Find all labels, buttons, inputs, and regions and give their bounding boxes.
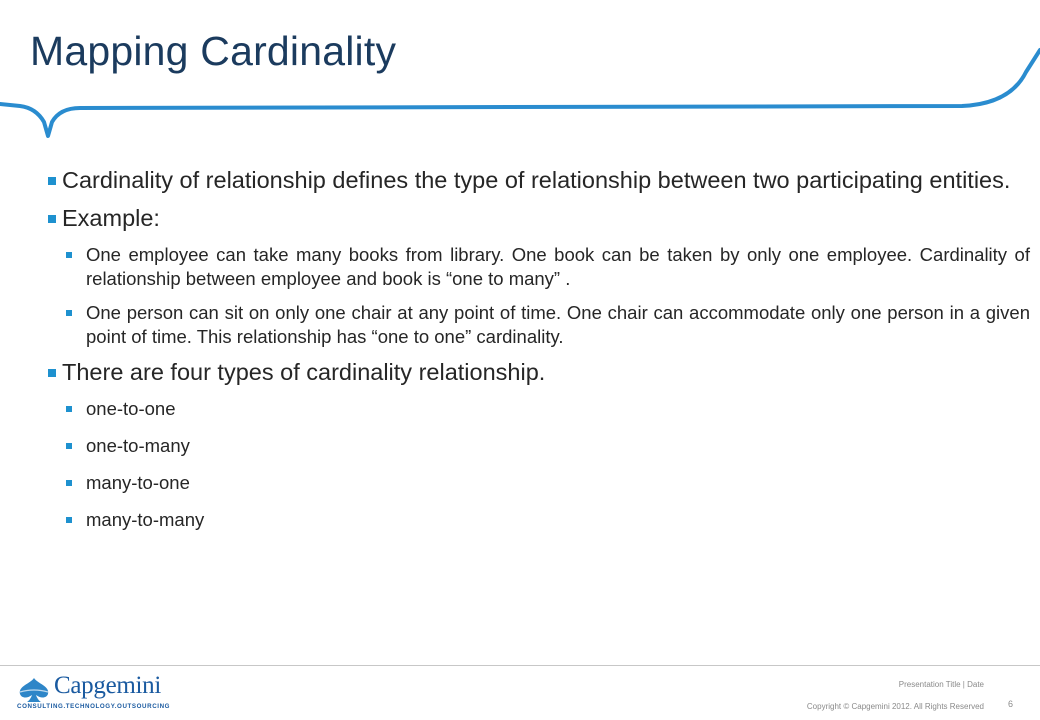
square-bullet-icon [48, 177, 56, 185]
bullet-text: Example: [62, 205, 160, 231]
footer-divider [0, 665, 1040, 666]
slide-content [48, 165, 1030, 532]
sub-bullet-one-to-many [64, 434, 1030, 458]
square-bullet-icon [66, 406, 72, 412]
square-bullet-icon [66, 517, 72, 523]
sub-bullet-text: many-to-one [86, 472, 190, 493]
capgemini-logo [14, 672, 171, 716]
sub-bullet-person-chair [64, 301, 1030, 349]
sub-bullet-employee-books [64, 243, 1030, 291]
header-wave-decoration [0, 0, 1040, 150]
brand-tagline: CONSULTING.TECHNOLOGY.OUTSOURCING [17, 703, 171, 710]
brand-name: Capgemini [54, 672, 162, 699]
bullet-example [48, 203, 1030, 234]
sub-bullet-text: many-to-many [86, 509, 205, 530]
capgemini-spade-icon [16, 676, 52, 704]
square-bullet-icon [48, 369, 56, 377]
sub-bullet-many-to-one [64, 471, 1030, 495]
slide-title: Mapping Cardinality [30, 28, 397, 74]
copyright-notice: Copyright © Capgemini 2012. All Rights Reserved [806, 702, 984, 711]
presentation-title-date: Presentation Title | Date [898, 680, 984, 689]
page-number: 6 [1008, 699, 1014, 709]
sub-bullet-one-to-one [64, 397, 1030, 421]
square-bullet-icon [66, 252, 72, 258]
sub-bullet-text: One employee can take many books from library. One book can be taken by only one employee. Cardinality of relationship between employee and book is “one to many” . [86, 244, 1030, 289]
sub-bullet-text: one-to-one [86, 398, 176, 419]
bullet-four-types [48, 357, 1030, 388]
square-bullet-icon [66, 310, 72, 316]
square-bullet-icon [66, 443, 72, 449]
bullet-text: Cardinality of relationship defines the type of relationship between two participating entities. [62, 167, 1011, 193]
bullet-text: There are four types of cardinality relationship. [62, 359, 546, 385]
square-bullet-icon [48, 215, 56, 223]
sub-bullet-text: One person can sit on only one chair at any point of time. One chair can accommodate only one person in a given point of time. This relationship has “one to one” cardinality. [86, 302, 1030, 347]
bullet-definition [48, 165, 1030, 196]
square-bullet-icon [66, 480, 72, 486]
sub-bullet-text: one-to-many [86, 435, 190, 456]
sub-bullet-many-to-many [64, 508, 1030, 532]
